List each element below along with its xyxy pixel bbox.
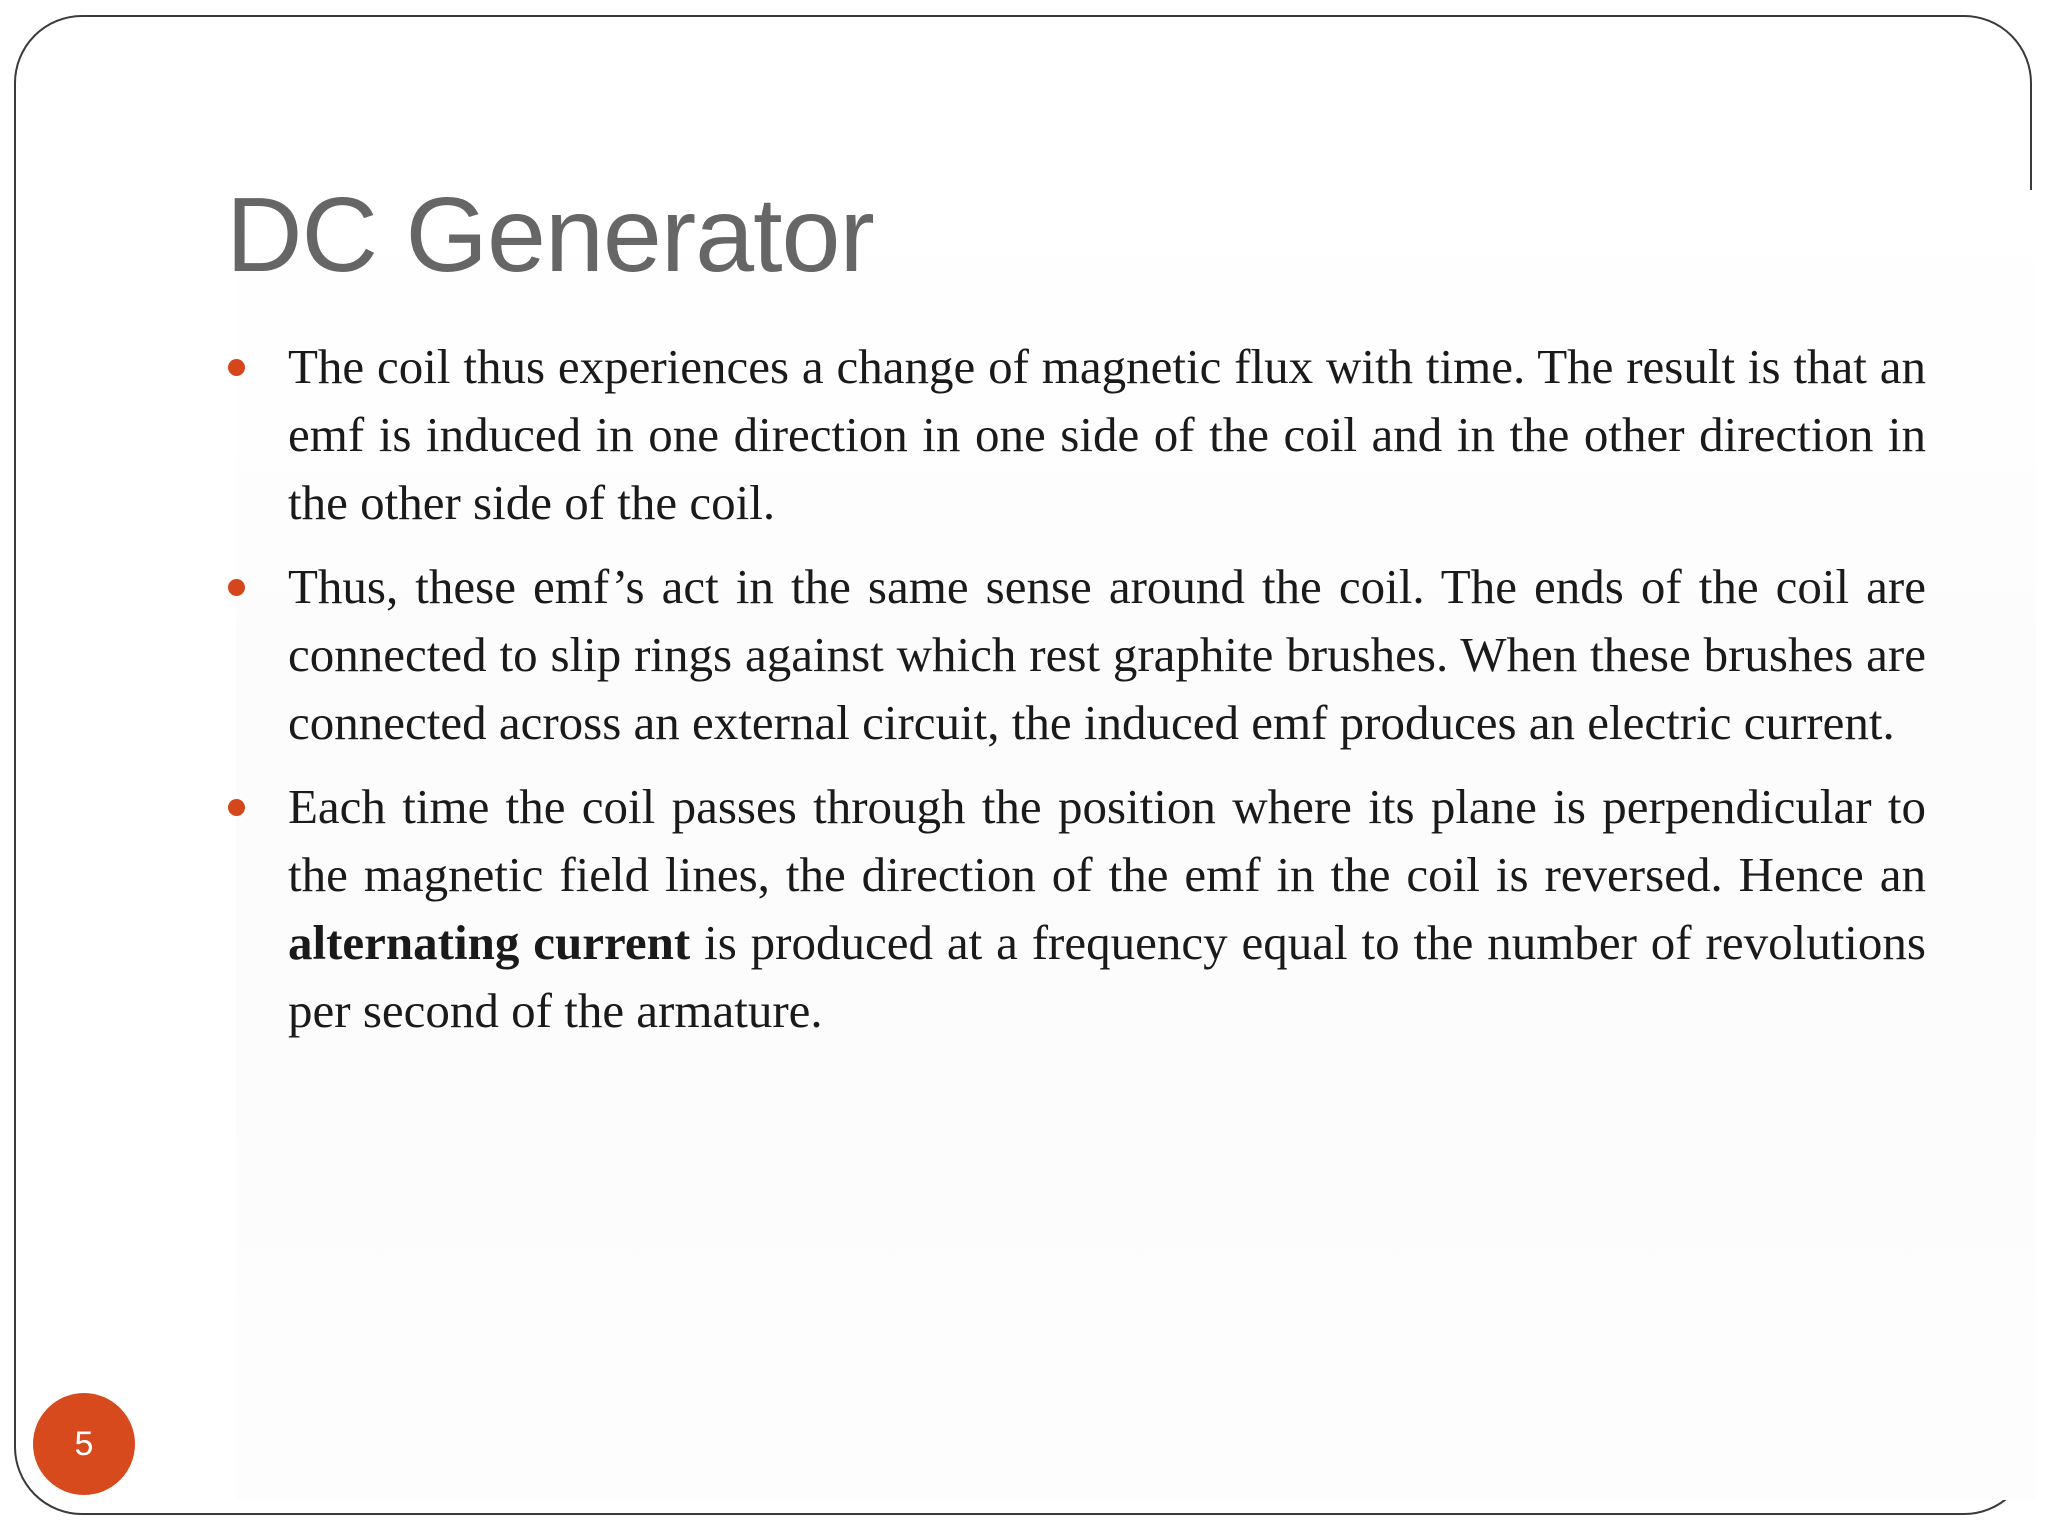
bullet-dot-icon xyxy=(228,359,245,376)
bullet-bold-term: alternating current xyxy=(288,915,691,970)
slide-title: DC Generator xyxy=(226,176,874,294)
page-number-badge: 5 xyxy=(33,1393,135,1495)
bullet-text: Thus, these emf’s act in the same sense around the coil. The ends of the coil are connected to slip rings against which rest graphite brushes. When these brushes are connected across an external circuit, the induced emf produces an electric current. xyxy=(288,559,1926,750)
bullet-dot-icon xyxy=(228,579,245,596)
bullet-text: The coil thus experiences a change of magnetic flux with time. The result is that an emf is induced in one direction in one side of the coil and in the other direction in the other side of the coil. xyxy=(288,339,1926,530)
bullet-item xyxy=(226,773,1926,1045)
bullet-dot-icon xyxy=(228,799,245,816)
bullet-text-before: Each time the coil passes through the position where its plane is perpendicular to the magnetic field lines, the direction of the emf in the coil is reversed. Hence an xyxy=(288,779,1926,902)
bullet-item xyxy=(226,333,1926,537)
bullet-item xyxy=(226,553,1926,757)
bullet-list xyxy=(226,333,1926,1061)
bullet-text-after: is produced at a frequency equal to the number of revolutions per second of the armature. xyxy=(288,915,1926,1038)
